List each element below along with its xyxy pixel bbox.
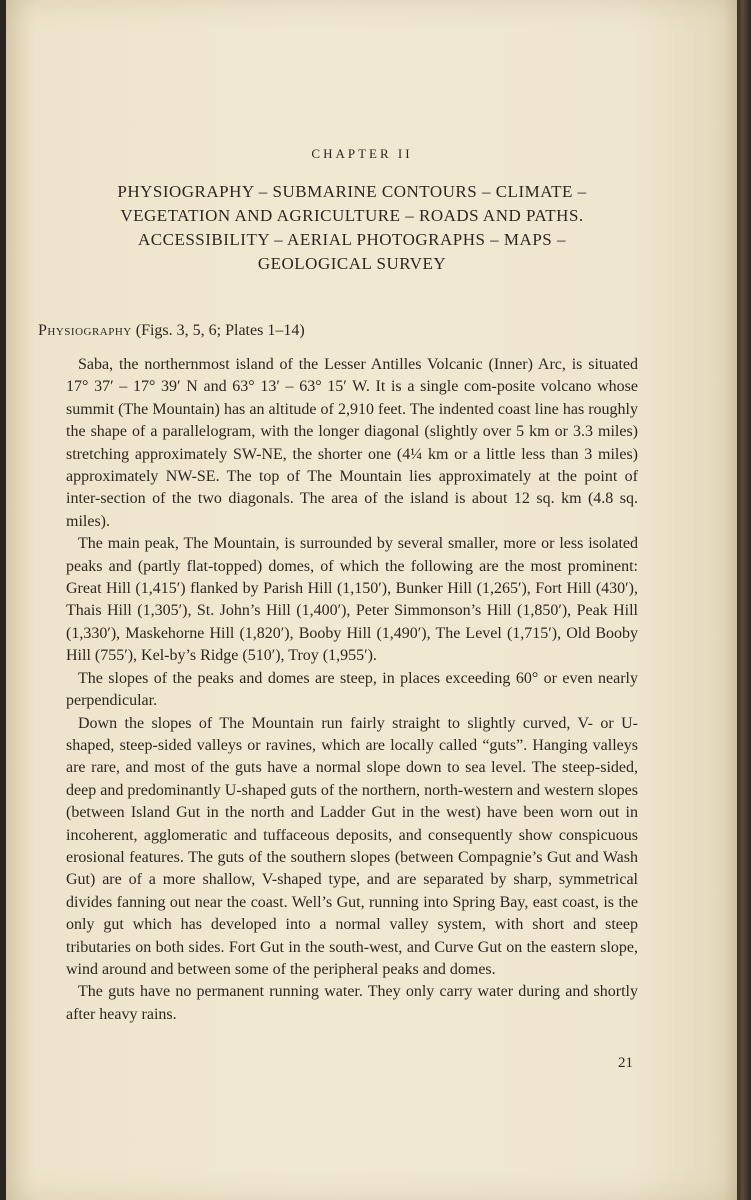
- paper-page: [6, 0, 738, 1200]
- chapter-title-line: GEOLOGICAL SURVEY: [257, 254, 447, 273]
- book-binding-edge: [737, 0, 751, 1200]
- chapter-title: [66, 180, 638, 276]
- paragraph-slopes: The slopes of the peaks and domes are steep, in places exceeding 60° or even nearly perpendicular.: [66, 669, 638, 710]
- section-heading: [38, 322, 638, 340]
- section-heading-reference: (Figs. 3, 5, 6; Plates 1–14): [131, 322, 305, 339]
- paragraph-location: Saba, the northernmost island of the Lesser Antilles Volcanic (Inner) Arc, is situated 17° 37′ – 17° 39′ N and 63° 13′ – 63° 15′ W. It is a single com-posite volcano whose summit (The Mountain) has an altitude of 2,910 feet. The indented coast line has roughly the shape of a parallelogram, with the longer diagonal (slightly over 5 km or 3.3 miles) stretching approximately SW-NE, the shorter one (4¼ km or a little less than 3 miles) approximately NW-SE. The top of The Mountain lies approximately at the point of inter-section of the two diagonals. The area of the island is about 12 sq. km (4.8 sq. miles).: [66, 356, 638, 530]
- paragraph-peaks: The main peak, The Mountain, is surrounded by several smaller, more or less isolated peaks and (partly flat-topped) domes, of which the following are the most prominent: Great Hill (1,415′) flanked by Parish Hill (1,150′), Bunker Hill (1,265′), Fort Hill (430′), Thais Hill (1,305′), St. John’s Hill (1,400′), Peter Simmonson’s Hill (1,850′), Peak Hill (1,330′), Maskehorne Hill (1,820′), Booby Hill (1,490′), The Level (1,715′), Old Booby Hill (755′), Kel-by’s Ridge (510′), Troy (1,955′).: [66, 535, 638, 665]
- section-heading-title: Physiography: [38, 322, 132, 339]
- page-number: 21: [618, 1055, 633, 1071]
- paragraph-guts: Down the slopes of The Mountain run fairly straight to slightly curved, V- or U-shaped, steep-sided valleys or ravines, which are locally called “guts”. Hanging valleys are rare, and most of the guts have a normal slope down to sea level. The steep-sided, deep and predominantly U-shaped guts of the northern, north-western and western slopes (between Island Gut in the north and Ladder Gut in the west) have been worn out in incoherent, agglomeratic and tuffaceous deposits, and consequently show conspicuous erosional features. The guts of the southern slopes (between Compagnie’s Gut and Wash Gut) are of a more shallow, V-shaped type, and are separated by sharp, symmetrical divides fanning out near the coast. Well’s Gut, running into Spring Bay, east coast, is the only gut which has developed into a normal valley system, with short and steep tributaries on both sides. Fort Gut in the south-west, and Curve Gut on the eastern slope, wind around and between some of the peripheral peaks and domes.: [66, 714, 638, 978]
- chapter-title-line: VEGETATION AND AGRICULTURE – ROADS AND PATHS.: [120, 206, 584, 225]
- page-content: [38, 146, 638, 1026]
- chapter-title-line: ACCESSIBILITY – AERIAL PHOTOGRAPHS – MAPS –: [138, 230, 566, 249]
- chapter-title-line: PHYSIOGRAPHY – SUBMARINE CONTOURS – CLIMATE –: [117, 182, 587, 201]
- chapter-label: CHAPTER II: [311, 146, 413, 161]
- paragraph-water: The guts have no permanent running water. They only carry water during and shortly after heavy rains.: [66, 983, 638, 1023]
